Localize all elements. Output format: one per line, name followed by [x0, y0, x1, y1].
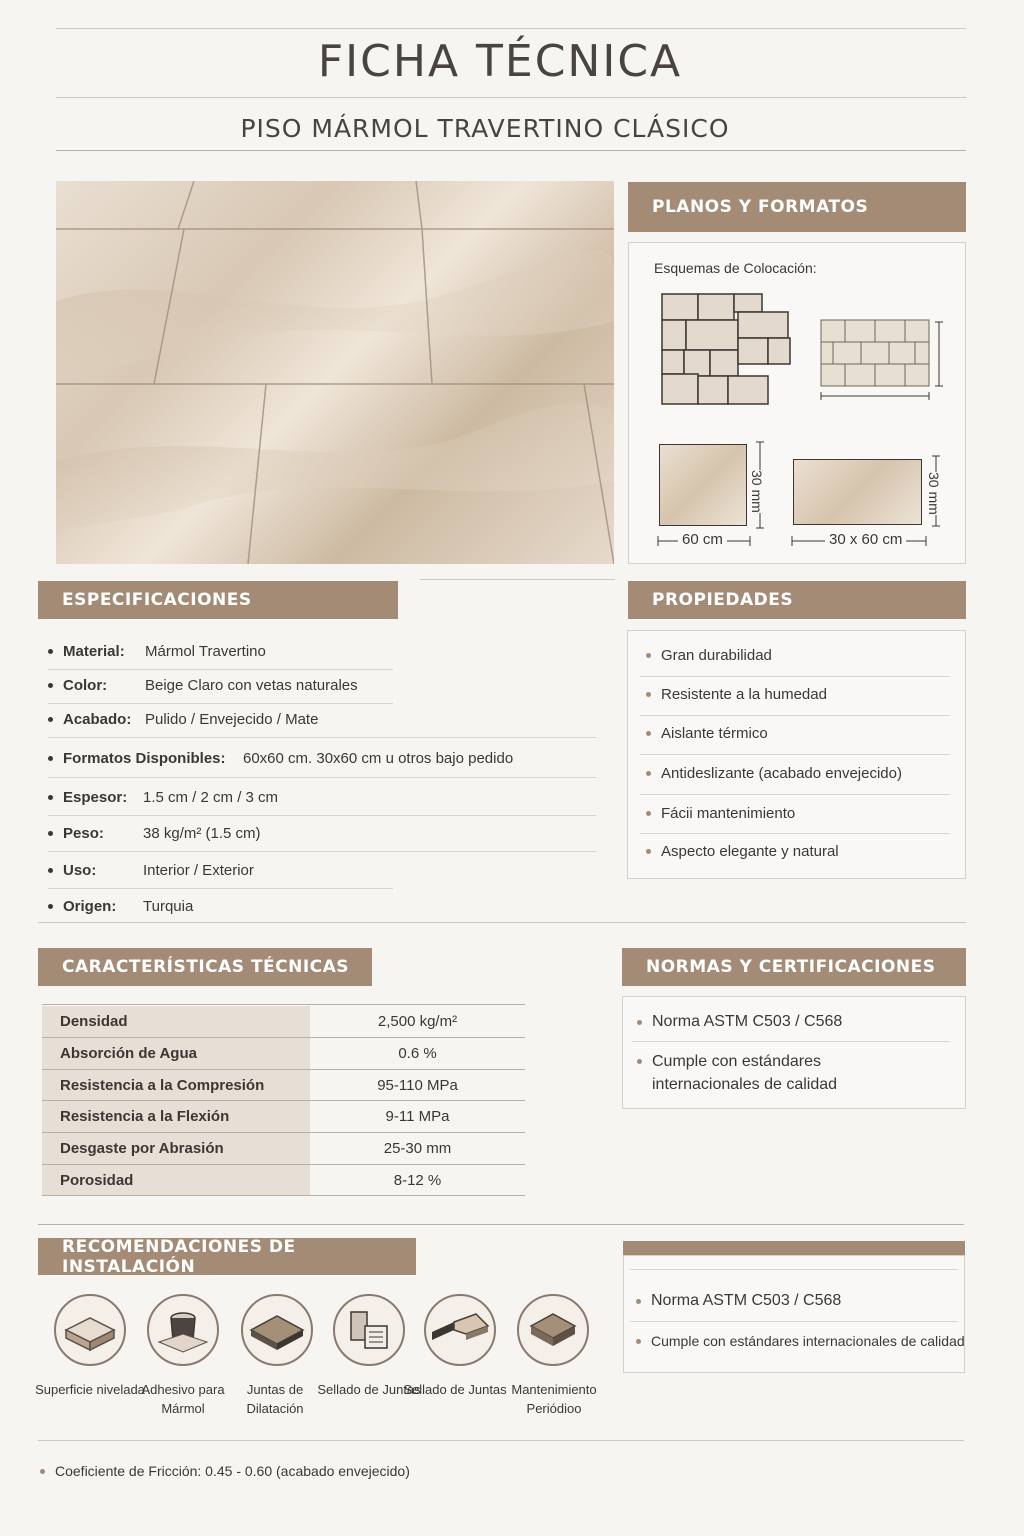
spec-divider — [48, 669, 393, 670]
propiedades-heading: PROPIEDADES — [628, 581, 966, 619]
pattern-versailles-graphic — [660, 292, 795, 408]
spec-item-peso: Peso: 38 kg/m² (1.5 cm) — [48, 825, 261, 842]
property-divider — [640, 754, 950, 755]
property-item: Fácii mantenimiento — [646, 805, 795, 822]
spec-divider — [48, 777, 596, 778]
tech-row-absorcion: Absorción de Agua 0.6 % — [42, 1038, 525, 1069]
bullet-icon — [646, 811, 651, 816]
planos-heading: PLANOS Y FORMATOS — [628, 182, 966, 232]
tech-table-bottom-rule — [42, 1195, 525, 1196]
bullet-icon — [40, 1469, 45, 1474]
spec-divider — [48, 703, 393, 704]
footer-note: Coeficiente de Fricción: 0.45 - 0.60 (acabado envejecido) — [40, 1463, 410, 1479]
spec-item-espesor: Espesor: 1.5 cm / 2 cm / 3 cm — [48, 789, 278, 806]
bullet-icon — [48, 717, 53, 722]
maintenance-tile-icon — [517, 1294, 589, 1366]
title-rule — [56, 97, 966, 98]
footer-rule — [38, 1440, 964, 1441]
bullet-icon — [48, 683, 53, 688]
bullet-icon — [48, 756, 53, 761]
property-item: Antideslizante (acabado envejecido) — [646, 765, 902, 782]
tile-rect-bottom-label: 30 x 60 cm — [825, 531, 906, 548]
property-divider — [640, 833, 950, 834]
expansion-joint-icon — [241, 1294, 313, 1366]
bullet-icon — [48, 831, 53, 836]
pattern-brick-graphic — [815, 316, 950, 406]
bullet-icon — [48, 795, 53, 800]
spec-divider — [48, 888, 393, 889]
norma2-divider — [630, 1321, 958, 1322]
bullet-icon — [636, 1299, 641, 1304]
normas2-top-divider — [630, 1269, 958, 1270]
especificaciones-heading: ESPECIFICACIONES — [38, 581, 398, 619]
property-divider — [640, 715, 950, 716]
norma-item: Norma ASTM C503 / C568 — [637, 1013, 842, 1031]
planos-intro: Esquemas de Colocación: — [654, 260, 817, 276]
spec-divider — [48, 737, 596, 738]
joint-sealant-icon — [333, 1294, 405, 1366]
adhesive-bucket-icon — [147, 1294, 219, 1366]
spec-item-material: Material: Mármol Travertino — [48, 643, 266, 660]
bullet-icon — [48, 649, 53, 654]
step-label: Mantenimiento Periódioo — [511, 1382, 597, 1416]
bullet-icon — [646, 653, 651, 658]
step-label: Sellado de Juntas — [403, 1382, 507, 1397]
bullet-icon — [646, 771, 651, 776]
tech-table-top-rule — [42, 1004, 525, 1005]
bullet-icon — [636, 1339, 641, 1344]
normas2-band — [623, 1241, 965, 1255]
tile-square-graphic — [659, 444, 747, 526]
tech-row-flexion: Resistencia a la Flexión 9-11 MPa — [42, 1101, 525, 1132]
norma-divider — [632, 1041, 950, 1042]
spec-divider — [48, 815, 596, 816]
section-rule — [38, 1224, 964, 1225]
bullet-icon — [646, 849, 651, 854]
norma-item: Cumple con estándares internacionales de calidad — [637, 1050, 877, 1096]
spec-item-color: Color: Beige Claro con vetas naturales — [48, 677, 358, 694]
caracteristicas-heading: CARACTERÍSTICAS TÉCNICAS — [38, 948, 372, 986]
tech-row-abrasion: Desgaste por Abrasión 25-30 mm — [42, 1133, 525, 1164]
norma2-item: Norma ASTM C503 / C568 — [636, 1292, 841, 1310]
tech-row-compresion: Resistencia a la Compresión 95-110 MPa — [42, 1070, 525, 1101]
tile-square-bottom-label: 60 cm — [678, 531, 727, 548]
spec-divider — [48, 851, 596, 852]
property-divider — [640, 676, 950, 677]
step-label: Sellado de Juntas — [317, 1382, 421, 1397]
step-label: Superficie nivelada — [35, 1382, 145, 1397]
property-item: Resistente a la humedad — [646, 686, 827, 703]
property-item: Gran durabilidad — [646, 647, 772, 664]
bullet-icon — [48, 904, 53, 909]
step-label: Juntas de Dilatación — [246, 1382, 304, 1416]
spec-item-acabado: Acabado: Pulido / Envejecido / Mate — [48, 711, 318, 728]
normas2-box — [623, 1255, 965, 1373]
bullet-icon — [48, 868, 53, 873]
spec-item-uso: Uso: Interior / Exterior — [48, 862, 254, 879]
top-rule — [56, 28, 966, 29]
recomendaciones-heading: RECOMENDACIONES DE INSTALACIÓN — [38, 1238, 416, 1275]
tile-rect-graphic — [793, 459, 922, 525]
property-divider — [640, 794, 950, 795]
spec-item-formatos: Formatos Disponibles: 60x60 cm. 30x60 cm u otros bajo pedido — [48, 750, 513, 767]
norma2-item: Cumple con estándares internacionales de calidad — [636, 1333, 965, 1349]
bullet-icon — [637, 1020, 642, 1025]
level-surface-icon — [54, 1294, 126, 1366]
tile-rect-side-label: 30 mm — [926, 472, 942, 515]
bullet-icon — [637, 1059, 642, 1064]
joint-sealing-tool-icon — [424, 1294, 496, 1366]
tech-row-porosidad: Porosidad 8-12 % — [42, 1165, 525, 1196]
bullet-icon — [646, 692, 651, 697]
tile-square-side-label: 30 mm — [749, 470, 765, 513]
tech-row-densidad: Densidad 2,500 kg/m² — [42, 1006, 525, 1037]
product-photo — [56, 181, 614, 564]
property-item: Aislante térmico — [646, 725, 768, 742]
spec-top-rule — [420, 579, 615, 580]
subtitle-rule — [56, 150, 966, 151]
spec-item-origen: Origen: Turquia — [48, 898, 193, 915]
section-rule — [38, 922, 966, 923]
property-item: Aspecto elegante y natural — [646, 843, 839, 860]
bullet-icon — [646, 731, 651, 736]
tile-joints-graphic — [56, 181, 614, 564]
page-subtitle: PISO MÁRMOL TRAVERTINO CLÁSICO — [240, 114, 730, 143]
step-label: Adhesivo para Mármol — [141, 1382, 225, 1416]
normas-heading: NORMAS Y CERTIFICACIONES — [622, 948, 966, 986]
page-title: FICHA TÉCNICA — [317, 36, 683, 87]
